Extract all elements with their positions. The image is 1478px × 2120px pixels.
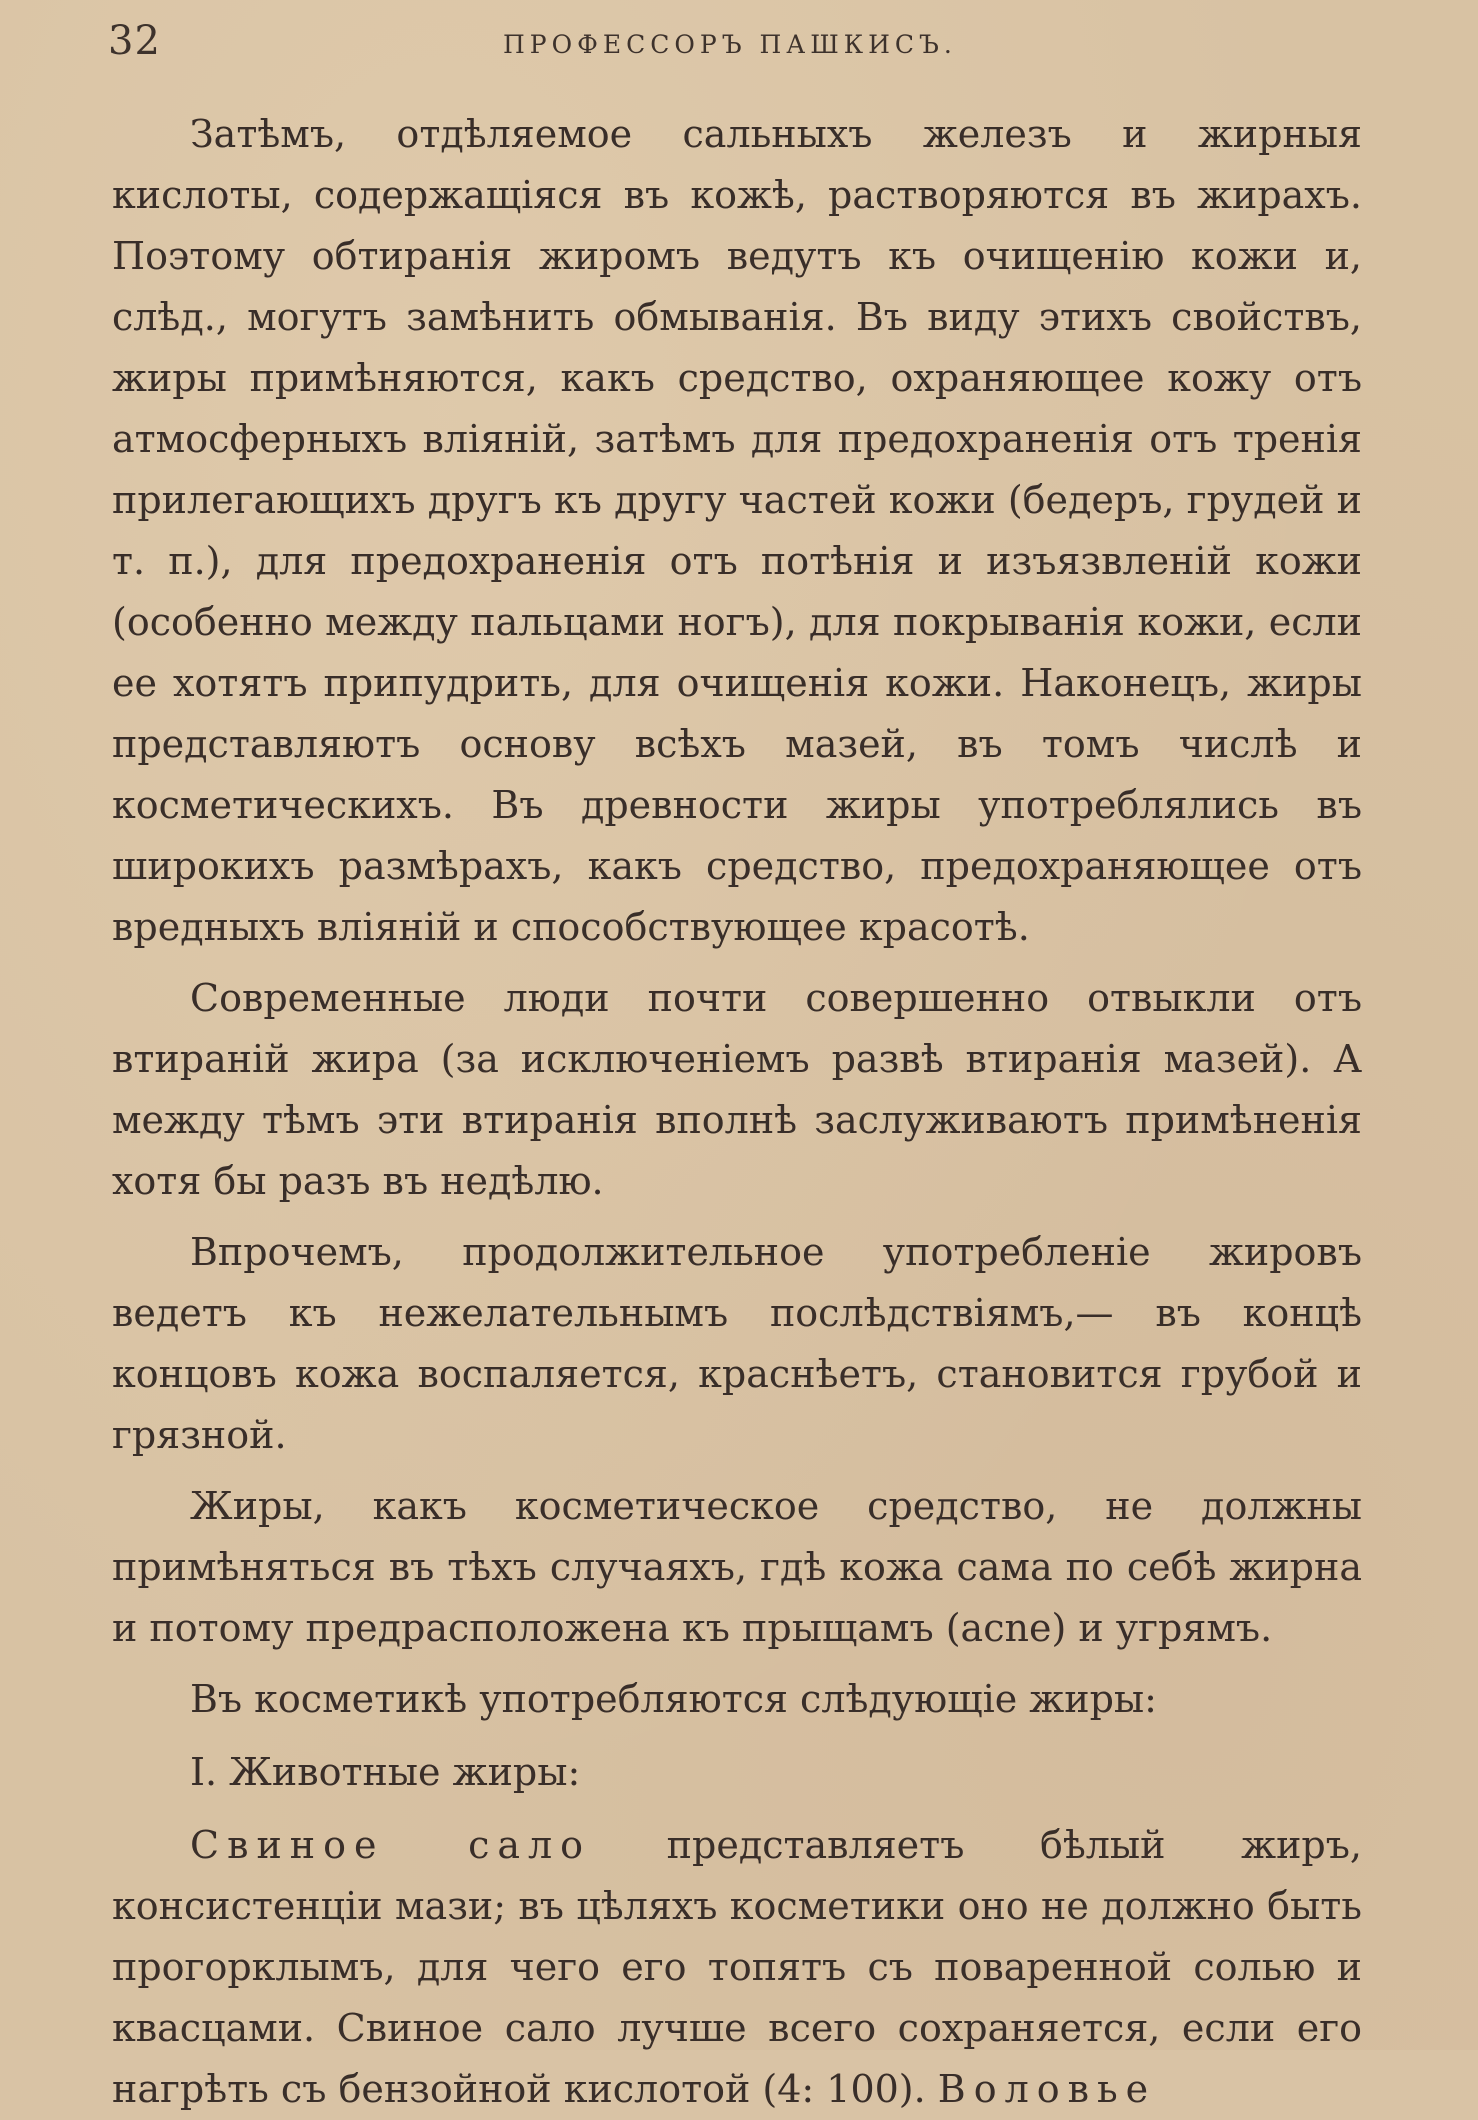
- term-pork-lard: Свиное сало: [190, 1823, 592, 1867]
- paragraph: Жиры, какъ косметическое средство, не должны примѣняться въ тѣхъ случаяхъ, гдѣ кожа сама по себѣ жирна и потому предрасположена къ прыщамъ (acne) и угрямъ.: [112, 1484, 1362, 1650]
- body-text: [112, 104, 1362, 2120]
- term-beef-fat: Воловье: [937, 2067, 1157, 2111]
- paragraph: Впрочемъ, продолжительное употребленіе жировъ ведетъ къ нежелательнымъ послѣдствіямъ,— въ концѣ концовъ кожа воспаляется, краснѣетъ, становится грубой и грязной.: [112, 1230, 1362, 1457]
- paragraph: Затѣмъ, отдѣляемое сальныхъ железъ и жирныя кислоты, содержащіяся въ кожѣ, растворяются въ жирахъ. Поэтому обтиранія жиромъ ведутъ къ очищенію кожи и, слѣд., могутъ замѣнить обмыванія. Въ виду этихъ свойствъ, жиры примѣняются, какъ средство, охраняющее кожу отъ атмосферныхъ вліяній, затѣмъ для предохраненія отъ тренія прилегающихъ другъ къ другу частей кожи (бедеръ, грудей и т. п.), для предохраненія отъ потѣнія и изъязвленій кожи (особенно между пальцами ногъ), для покрыванія кожи, если ее хотятъ припудрить, для очищенія кожи. Наконецъ, жиры представляютъ основу всѣхъ мазей, въ томъ числѣ и косметическихъ. Въ древности жиры употреблялись въ широкихъ размѣрахъ, какъ средство, предохраняющее отъ вредныхъ вліяній и способствующее красотѣ.: [112, 112, 1362, 949]
- paragraph: Въ косметикѣ употребляются слѣдующіе жиры:: [190, 1677, 1157, 1721]
- paragraph: I. Животные жиры:: [190, 1750, 581, 1794]
- paragraph-text: представляетъ бѣлый жиръ, консистенціи мази; въ цѣляхъ косметики оно не должно быть прогорклымъ, для чего его топятъ съ поваренной солью и квасцами. Свиное сало лучше всего сохраняется, если его нагрѣть съ бензойной кислотой (4: 100).: [112, 1823, 1362, 2111]
- paragraph: Современные люди почти совершенно отвыкли отъ втираній жира (за исключеніемъ развѣ втиранія мазей). А между тѣмъ эти втиранія вполнѣ заслуживаютъ примѣненія хотя бы разъ въ недѣлю.: [112, 976, 1362, 1203]
- page-number: 32: [108, 18, 161, 64]
- paragraph-lard: [112, 1815, 1362, 2120]
- page-header: [108, 18, 1378, 68]
- running-title: ПРОФЕССОРЪ ПАШКИСЪ.: [503, 30, 957, 59]
